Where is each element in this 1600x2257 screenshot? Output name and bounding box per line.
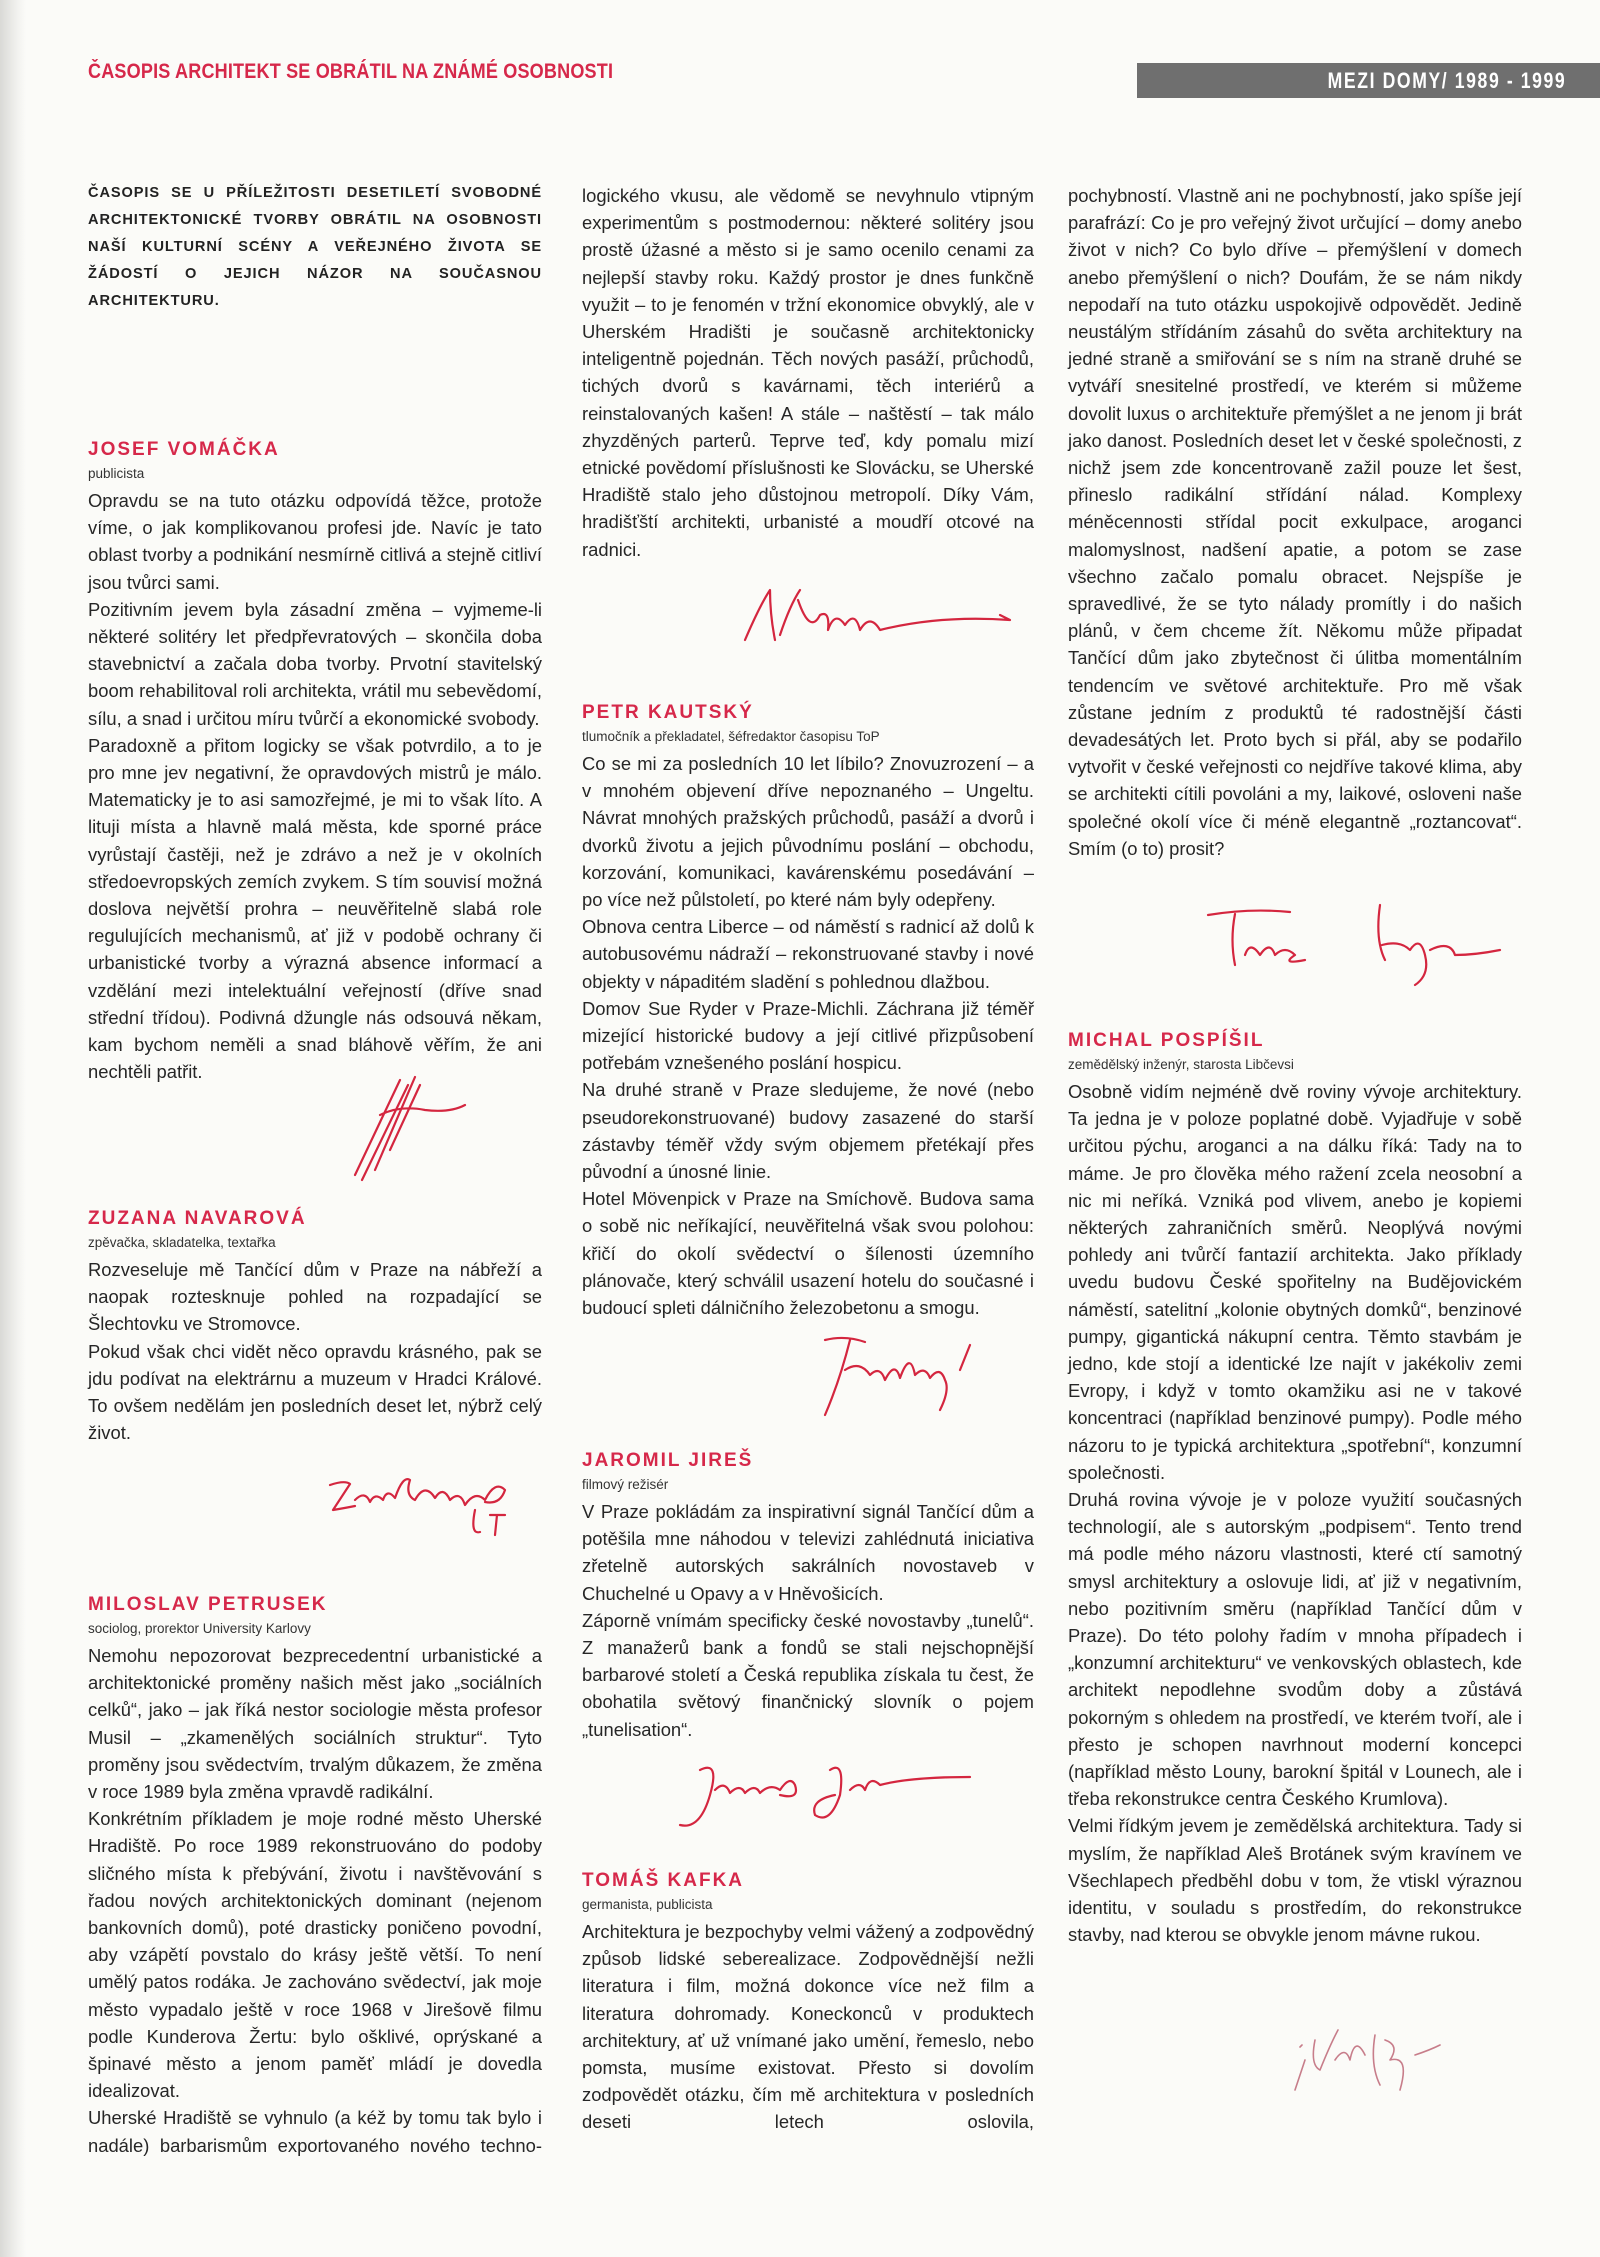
author-role: sociolog, prorektor University Karlovy xyxy=(88,1621,311,1636)
author-role: zemědělský inženýr, starosta Libčevsi xyxy=(1068,1057,1294,1072)
contribution-pospisil xyxy=(1068,1028,1522,1949)
contribution-navarova xyxy=(88,1206,542,1446)
paragraph: Architektura je bezpochyby velmi vážený a zodpovědný způsob lidské seberealizace. Zodpovědnější nežli literatura i film, možná dokonce více než film a literatura dohromady. Koneckonců v produktech architektury, ať už vnímané jako umění, řemeslo, nebo pomsta, musíme existovat. Přesto si dovolím zodpovědět otázku, čím mě architektura v posledních deseti letech oslovila, xyxy=(582,1921,1034,2133)
paragraph: Hotel Mövenpick v Praze na Smíchově. Budova sama o sobě nic neříkající, neuvěřitelná však svou polohou: křičí do okolí svědectví o šílenosti územního plánovače, který schválil usazení hotelu do současné i budoucí spleti dálničního železobetonu a smogu. xyxy=(582,1188,1034,1319)
paragraph: Na druhé straně v Praze sledujeme, že nové (nebo pseudorekonstruované) budovy zasazené do starší zástavby téměř vždy svým objemem přetékají přes původní a únosné linie. xyxy=(582,1079,1034,1183)
contribution-kafka xyxy=(582,1868,1034,2136)
paragraph: Druhá rovina vývoje je v poloze využití současných technologií, ale s autorským „podpisem“. Tento trend má podle mého názoru vlastnosti, které ctí samotný smysl architektury a oslovuje lidi, ať již v negativním, nebo pozitivním směru (například Tančící dům v Praze). Do této polohy řadím v mnoha případech i „konzumní architekturu“ ve venkovských oblastech, kde architekt nepodlehne svodům doby a zůstává pokorným s ohledem na prostředí, ve kterém tvoří, ale i přesto je schopen navrhnout moderní koncepci (například město Louny, barokní špitál v Lounech, ale i třeba rekonstrukce centra Českého Krumlova). xyxy=(1068,1489,1522,1810)
contribution-petrusek xyxy=(88,1592,542,2159)
running-title: ČASOPIS ARCHITEKT SE OBRÁTIL NA ZNÁMÉ OSOBNOSTI xyxy=(88,60,614,83)
intro-lead: ČASOPIS SE U PŘÍLEŽITOSTI DESETILETÍ SVOBODNÉ ARCHITEKTONICKÉ TVORBY OBRÁTIL NA OSOBNOSTI NAŠÍ KULTURNÍ SCÉNY A VEŘEJNÉHO ŽIVOTA SE ŽÁDOSTÍ O JEJICH NÁZOR NA SOUČASNOU ARCHITEKTURU. xyxy=(88,185,542,309)
page-binding-shadow xyxy=(0,0,26,2257)
paragraph: Domov Sue Ryder v Praze-Michli. Záchrana již téměř mizející historické budovy a její citlivé přizpůsobení potřebám vznešeného poslání hospicu. xyxy=(582,997,1034,1074)
paragraph: Paradoxně a přitom logicky se však potvrdilo, a to je pro mne jev negativní, že opravdových mistrů je málo. Matematicky je to asi samozřejmé, je mi to však líto. A lituji místa a hlavně malá města, kde sporné práce vyrůstají častěji, než je zdrávo a než je v okolních středoevropských zemích zvykem. S tím souvisí možná doslova největší prohra – neuvěřitelně slabá role regulujících mechanismů, ať již v podobě ochrany či urbanistické tvorby a výrazná absence informací a vzdělání mezi intelektuální veřejností (dříve snad střední třídou). Podivná džungle nás odsouvá někam, kam bychom neměli a snad bláhově věřím, že ani nechtěli patřit. xyxy=(88,734,542,1083)
paragraph: Obnova centra Liberce – od náměstí s radnicí až dolů k autobusovému nádraží – rekonstruované stavby i nové objekty v nápaditém sladění s pohlednou dlažbou. xyxy=(582,916,1034,992)
author-role: zpěvačka, skladatelka, textařka xyxy=(88,1235,276,1250)
paragraph: V Praze pokládám za inspirativní signál Tančící dům a potěšila mne náhodou v televizi zahlédnutá iniciativa zřetelně autorských sakrálních novostaveb v Chuchelné u Opavy a v Hněvošicích. xyxy=(582,1501,1034,1604)
signature-navarova xyxy=(325,1470,545,1550)
section-label: MEZI DOMY/ 1989 - 1999 xyxy=(1327,68,1566,93)
contribution-vomacka xyxy=(88,437,542,1085)
author-name: PETR KAUTSKÝ xyxy=(582,702,754,723)
paragraph: Osobně vidím nejméně dvě roviny vývoje architektury. Ta jedna je v poloze poplatné době. Vyjadřuje v sobě určitou pýchu, aroganci a na dálku říká: Tady na to máme. Je pro člověka mého ražení zcela neosobní a nic mi neříká. Vzniká pod vlivem, anebo je kopiemi některých zahraničních směrů. Neoplývá novými pohledy ani tvůrčí fantazií architekta. Jako příklady uvedu budovu České spořitelny na Budějovickém náměstí, satelitní „kolonie obytných domků“, benzinové pumpy, gigantická nákupní centra. Těmto stavbám je jedno, kde stojí a identické lze najít v jakékoliv zemi Evropy, i když v tomto okamžiku asi ne v takové koncentraci (například benzinové pumpy). Podle mého názoru to je typická architektura „spotřební“, konzumní společnosti. xyxy=(1068,1081,1522,1483)
paragraph: Nemohu nepozorovat bezprecedentní urbanistické a architektonické proměny našich měst jako „sociálních celků“, jako – jak říká nestor sociologie města profesor Musil – „zkamenělých sociálních struktur“. Tyto proměny jsou svědectvím, trvalým důkazem, že změna v roce 1989 byla změna vpravdě radikální. xyxy=(88,1645,542,1803)
author-name: ZUZANA NAVAROVÁ xyxy=(88,1208,307,1229)
section-bar xyxy=(1137,63,1600,98)
signature-jires xyxy=(670,1755,1000,1845)
author-name: JAROMIL JIREŠ xyxy=(582,1450,754,1471)
paragraph: Uherské Hradiště se vyhnulo (a kéž by tomu tak bylo i nadále) barbarismům exportovaného nového techno- xyxy=(88,2107,542,2156)
author-role: tlumočník a překladatel, šéfredaktor časopisu ToP xyxy=(582,729,880,744)
paragraph: Konkrétním příkladem je moje rodné město Uherské Hradiště. Po roce 1989 rekonstruováno do podoby sličného místa k přebývání, životu i navštěvování s řadou nových architektonických dominant (nejenom bankovních domů), poté drasticky poničeno povodní, aby vzápětí povstalo do krásy ještě větší. To není umělý patos rodáka. Je zachováno svědectví, jak moje město vypadalo ještě v roce 1968 v Jirešově filmu podle Kunderova Žertu: bylo ošklivé, oprýskané a špinavé město a jenom paměť mládí je dovedla idealizovat. xyxy=(88,1808,542,2102)
author-name: MILOSLAV PETRUSEK xyxy=(88,1594,328,1615)
author-role: publicista xyxy=(88,466,145,481)
author-name: MICHAL POSPÍŠIL xyxy=(1068,1030,1265,1051)
author-name: TOMÁŠ KAFKA xyxy=(582,1870,745,1891)
contribution-kafka-continued xyxy=(1068,182,1522,862)
signature-petrusek xyxy=(740,585,1020,660)
paragraph: pochybností. Vlastně ani ne pochybností, jako spíše její parafrází: Co je pro veřejný život určující – domy anebo život v nich? Co bylo dříve – přemýšlení v domech anebo přemýšlení o nich? Doufám, že se nám nikdy nepodaří na tuto otázku uspokojivě odpovědět. Jedině neustálým střídáním zásahů do světa architektury na jedné straně a smiřování se s ním na straně druhé se vytváří snesitelné prostředí, ve kterém si můžeme dovolit luxus o architektuře přemýšlet a ne jenom ji brát jako danost. Posledních deset let v české společnosti, z nichž jsem zde koncentrovaně zažil pouze let šest, přineslo radikální střídání nálad. Komplexy méněcennosti střídal pocit exkulpace, aroganci malomyslnost, nadšení apatie, a potom se zase všechno začalo pomalu obracet. Nejspíše je spravedlivé, že se tyto nálady promítly i do našich plánů, v čem chceme žít. Někomu může připadat Tančící dům jako zbytečnost či úlitba momentálním tendencím ve světové architektuře. Pro mě však zůstane jedním z produktů té radostnější části devadesátých let. Proto bych si přál, aby se podařilo vytvořit v české veřejnosti co nejdříve takové klima, aby se architekti cítili povoláni a my, laikové, osloveni naše společné okolí více či méně elegantně „roztancovat“. Smím (o to) prosit? xyxy=(1068,185,1522,859)
signature-pospisil xyxy=(1290,2015,1490,2105)
contribution-jires xyxy=(582,1448,1034,1743)
contribution-kautsky xyxy=(582,700,1034,1321)
paragraph: Pokud však chci vidět něco opravdu krásného, pak se jdu podívat na elektrárnu a muzeum v Hradci Králové. To ovšem nedělám jen posledních deset let, nýbrž celý život. xyxy=(88,1340,542,1444)
author-role: germanista, publicista xyxy=(582,1897,713,1912)
signature-vomacka xyxy=(340,1075,480,1185)
paragraph: Opravdu se na tuto otázku odpovídá těžce, protože víme, o jak komplikovanou profesi jde. Navíc je tato oblast tvorby a podnikání nesmírně citlivá a stejně citliví jsou tvůrci sami. xyxy=(88,490,542,593)
contribution-petrusek-continued xyxy=(582,182,1034,563)
paragraph: Pozitivním jevem byla zásadní změna – vyjmeme-li některé solitéry let předpřevratových – skončila doba stavebnictví a začala doba tvorby. Prvotní stavitelský boom rehabilitoval roli architekta, vrátil mu sebevědomí, sílu, a snad i určitou míru tvůrčí a ekonomické svobody. xyxy=(88,598,542,729)
paragraph: Rozveseluje mě Tančící dům v Praze na nábřeží a naopak roztesknuje pohled na rozpadající se Šlechtovku ve Stromovce. xyxy=(88,1259,542,1335)
author-name: JOSEF VOMÁČKA xyxy=(88,439,280,460)
paragraph: Co se mi za posledních 10 let líbilo? Znovuzrození – a v mnohém objevení dříve nepoznaného – Ungeltu. Návrat mnohých pražských průchodů, pasáží a dvorů i dvorků životu a jejich původnímu poslání – obchodu, korzování, komunikaci, kavárenskému posedávání – po více než půlstoletí, po které nám byly odepřeny. xyxy=(582,753,1034,911)
signature-kafka xyxy=(1200,900,1510,1000)
signature-kautsky xyxy=(820,1330,1020,1420)
paragraph: Záporně vnímám specificky české novostavby „tunelů“. Z manažerů bank a fondů se stali nejschopnější barbarové století a Česká republika získala tu čest, že obohatila světový finančnický slovník o pojem „tunelisation“. xyxy=(582,1609,1034,1740)
paragraph: logického vkusu, ale vědomě se nevyhnulo vtipným experimentům s postmodernou: některé solitéry jsou prostě úžasné a město si je samo ocenilo cenami za nejlepší stavby roku. Každý prostor je dnes funkčně využit – to je fenomén v tržní ekonomice obvyklý, ale v Uherském Hradišti je současně architektonicky inteligentně pojednán. Těch nových pasáží, průchodů, tichých dvorů s kavárnami, těch interiérů a reinstalovaných kašen! A stále – naštěstí – tak málo zhyzděných parterů. Teprve teď, kdy pomalu mizí etnické povědomí příslušnosti ke Slovácku, se Uherské Hradiště stalo jeho důstojnou metropolí. Díky Vám, hradišťští architekti, urbanisté a moudří otcové na radnici. xyxy=(582,185,1034,560)
author-role: filmový režisér xyxy=(582,1477,669,1492)
paragraph: Velmi řídkým jevem je zemědělská architektura. Tady si myslím, že například Aleš Brotánek svým kravínem ve Všechlapech předběhl dobu v tom, že vtiskl výraznou identitu, v souladu s prostředím, do rekonstrukce stavby, nad kterou se obvykle jenom mávne rukou. xyxy=(1068,1815,1522,1946)
